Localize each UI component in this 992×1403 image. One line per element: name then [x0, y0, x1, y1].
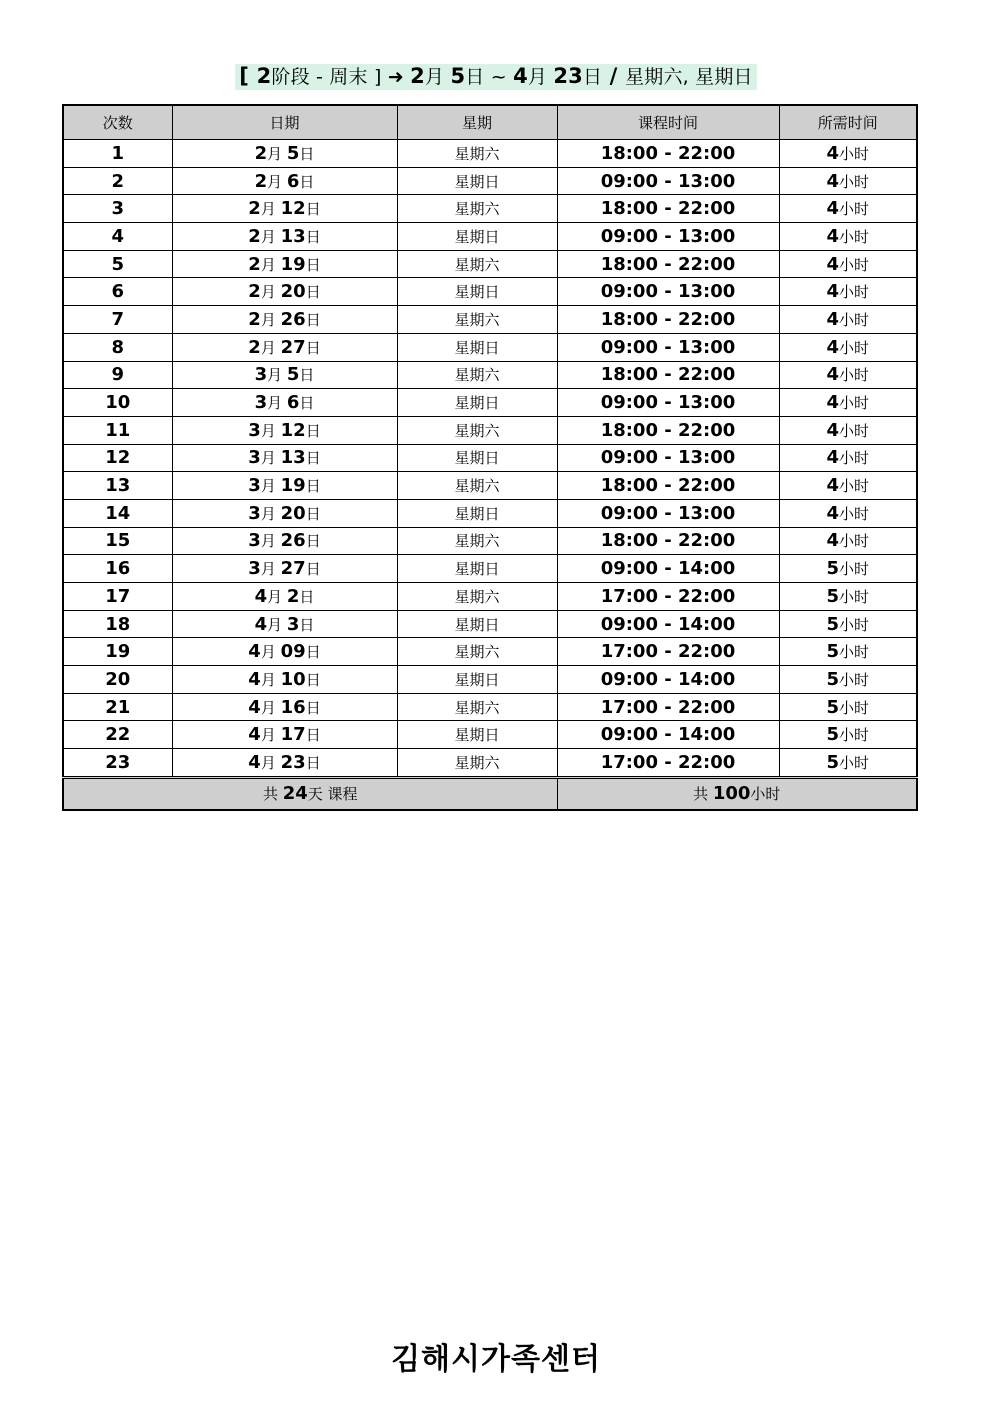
table-row: [63, 666, 917, 694]
schedule-table: [62, 104, 918, 811]
table-row: [63, 140, 917, 168]
table-row: [63, 583, 917, 611]
session-duration: 4小时: [779, 472, 917, 500]
session-time: 18:00 - 22:00: [557, 250, 779, 278]
organization-name: 김해시가족센터: [391, 1342, 601, 1377]
session-date: 4月 10日: [172, 666, 397, 694]
session-number: 16: [63, 555, 172, 583]
session-weekday: 星期日: [397, 444, 557, 472]
table-row: [63, 416, 917, 444]
session-duration: 5小时: [779, 721, 917, 749]
session-duration: 4小时: [779, 223, 917, 251]
session-date: 2月 26日: [172, 306, 397, 334]
session-time: 09:00 - 13:00: [557, 223, 779, 251]
session-time: 09:00 - 13:00: [557, 499, 779, 527]
table-row: [63, 278, 917, 306]
session-number: 20: [63, 666, 172, 694]
session-date: 3月 26日: [172, 527, 397, 555]
table-row: [63, 167, 917, 195]
session-duration: 5小时: [779, 693, 917, 721]
table-row: [63, 693, 917, 721]
session-time: 18:00 - 22:00: [557, 361, 779, 389]
session-date: 3月 12日: [172, 416, 397, 444]
session-number: 14: [63, 499, 172, 527]
table-total-row: [63, 777, 917, 810]
session-number: 12: [63, 444, 172, 472]
session-time: 18:00 - 22:00: [557, 306, 779, 334]
session-weekday: 星期日: [397, 721, 557, 749]
session-time: 18:00 - 22:00: [557, 527, 779, 555]
session-weekday: 星期六: [397, 361, 557, 389]
header-session: 次数: [63, 105, 172, 140]
session-number: 1: [63, 140, 172, 168]
session-date: 4月 17日: [172, 721, 397, 749]
session-time: 17:00 - 22:00: [557, 749, 779, 778]
table-row: [63, 361, 917, 389]
session-duration: 5小时: [779, 749, 917, 778]
session-duration: 4小时: [779, 389, 917, 417]
session-number: 15: [63, 527, 172, 555]
table-row: [63, 749, 917, 778]
session-weekday: 星期日: [397, 610, 557, 638]
session-time: 17:00 - 22:00: [557, 583, 779, 611]
session-date: 2月 19日: [172, 250, 397, 278]
total-hours-cell: 共 100小时: [557, 777, 917, 810]
session-weekday: 星期日: [397, 389, 557, 417]
session-duration: 4小时: [779, 416, 917, 444]
session-date: 3月 5日: [172, 361, 397, 389]
session-weekday: 星期日: [397, 333, 557, 361]
session-number: 11: [63, 416, 172, 444]
session-number: 10: [63, 389, 172, 417]
session-date: 3月 19日: [172, 472, 397, 500]
total-days-cell: 共 24天 课程: [63, 777, 557, 810]
table-header-row: [63, 105, 917, 140]
session-number: 23: [63, 749, 172, 778]
session-weekday: 星期六: [397, 472, 557, 500]
session-date: 3月 13日: [172, 444, 397, 472]
session-number: 7: [63, 306, 172, 334]
table-row: [63, 333, 917, 361]
session-duration: 4小时: [779, 527, 917, 555]
session-weekday: 星期六: [397, 250, 557, 278]
session-duration: 5小时: [779, 610, 917, 638]
session-date: 2月 20日: [172, 278, 397, 306]
session-number: 21: [63, 693, 172, 721]
session-duration: 5小时: [779, 583, 917, 611]
session-weekday: 星期六: [397, 693, 557, 721]
session-weekday: 星期六: [397, 195, 557, 223]
session-duration: 5小时: [779, 555, 917, 583]
session-date: 4月 2日: [172, 583, 397, 611]
session-time: 09:00 - 13:00: [557, 333, 779, 361]
session-number: 19: [63, 638, 172, 666]
session-time: 09:00 - 14:00: [557, 610, 779, 638]
session-date: 4月 16日: [172, 693, 397, 721]
session-date: 2月 6日: [172, 167, 397, 195]
session-time: 17:00 - 22:00: [557, 638, 779, 666]
session-weekday: 星期六: [397, 306, 557, 334]
session-date: 3月 20日: [172, 499, 397, 527]
session-number: 6: [63, 278, 172, 306]
session-date: 3月 27日: [172, 555, 397, 583]
session-date: 2月 27日: [172, 333, 397, 361]
session-weekday: 星期日: [397, 223, 557, 251]
session-number: 8: [63, 333, 172, 361]
header-date: 日期: [172, 105, 397, 140]
session-weekday: 星期六: [397, 638, 557, 666]
session-weekday: 星期日: [397, 167, 557, 195]
session-weekday: 星期六: [397, 140, 557, 168]
session-number: 18: [63, 610, 172, 638]
session-number: 17: [63, 583, 172, 611]
session-duration: 4小时: [779, 278, 917, 306]
session-date: 2月 13日: [172, 223, 397, 251]
session-number: 4: [63, 223, 172, 251]
table-row: [63, 555, 917, 583]
session-time: 18:00 - 22:00: [557, 195, 779, 223]
session-duration: 4小时: [779, 167, 917, 195]
session-date: 2月 5日: [172, 140, 397, 168]
session-date: 4月 09日: [172, 638, 397, 666]
session-duration: 4小时: [779, 499, 917, 527]
session-duration: 4小时: [779, 444, 917, 472]
session-number: 2: [63, 167, 172, 195]
table-row: [63, 389, 917, 417]
table-body: [63, 140, 917, 778]
table-row: [63, 223, 917, 251]
table-row: [63, 499, 917, 527]
table-row: [63, 721, 917, 749]
table-row: [63, 527, 917, 555]
table-row: [63, 250, 917, 278]
session-time: 18:00 - 22:00: [557, 140, 779, 168]
session-number: 3: [63, 195, 172, 223]
schedule-title: [0, 62, 992, 89]
session-weekday: 星期日: [397, 278, 557, 306]
session-weekday: 星期日: [397, 555, 557, 583]
header-weekday: 星期: [397, 105, 557, 140]
session-duration: 5小时: [779, 666, 917, 694]
session-time: 09:00 - 14:00: [557, 666, 779, 694]
table-row: [63, 638, 917, 666]
session-time: 18:00 - 22:00: [557, 472, 779, 500]
session-weekday: 星期日: [397, 499, 557, 527]
session-time: 09:00 - 13:00: [557, 167, 779, 195]
session-duration: 4小时: [779, 195, 917, 223]
session-number: 9: [63, 361, 172, 389]
session-duration: 4小时: [779, 140, 917, 168]
session-duration: 4小时: [779, 333, 917, 361]
session-duration: 5小时: [779, 638, 917, 666]
session-time: 17:00 - 22:00: [557, 693, 779, 721]
header-duration: 所需时间: [779, 105, 917, 140]
table-row: [63, 195, 917, 223]
session-date: 4月 3日: [172, 610, 397, 638]
session-time: 18:00 - 22:00: [557, 416, 779, 444]
session-time: 09:00 - 13:00: [557, 444, 779, 472]
session-duration: 4小时: [779, 306, 917, 334]
session-number: 5: [63, 250, 172, 278]
table-row: [63, 444, 917, 472]
session-date: 2月 12日: [172, 195, 397, 223]
session-weekday: 星期六: [397, 527, 557, 555]
session-time: 09:00 - 13:00: [557, 389, 779, 417]
header-class-time: 课程时间: [557, 105, 779, 140]
session-weekday: 星期六: [397, 583, 557, 611]
table-row: [63, 306, 917, 334]
session-date: 3月 6日: [172, 389, 397, 417]
session-weekday: 星期六: [397, 749, 557, 778]
session-time: 09:00 - 13:00: [557, 278, 779, 306]
session-duration: 4小时: [779, 361, 917, 389]
title-highlight: [ 2阶段 - 周末 ] ➜ 2月 5日 ~ 4月 23日 / 星期六, 星期日: [235, 64, 757, 90]
table-row: [63, 472, 917, 500]
session-number: 13: [63, 472, 172, 500]
session-weekday: 星期日: [397, 666, 557, 694]
session-weekday: 星期六: [397, 416, 557, 444]
session-number: 22: [63, 721, 172, 749]
table-row: [63, 610, 917, 638]
session-date: 4月 23日: [172, 749, 397, 778]
session-time: 09:00 - 14:00: [557, 555, 779, 583]
session-time: 09:00 - 14:00: [557, 721, 779, 749]
session-duration: 4小时: [779, 250, 917, 278]
